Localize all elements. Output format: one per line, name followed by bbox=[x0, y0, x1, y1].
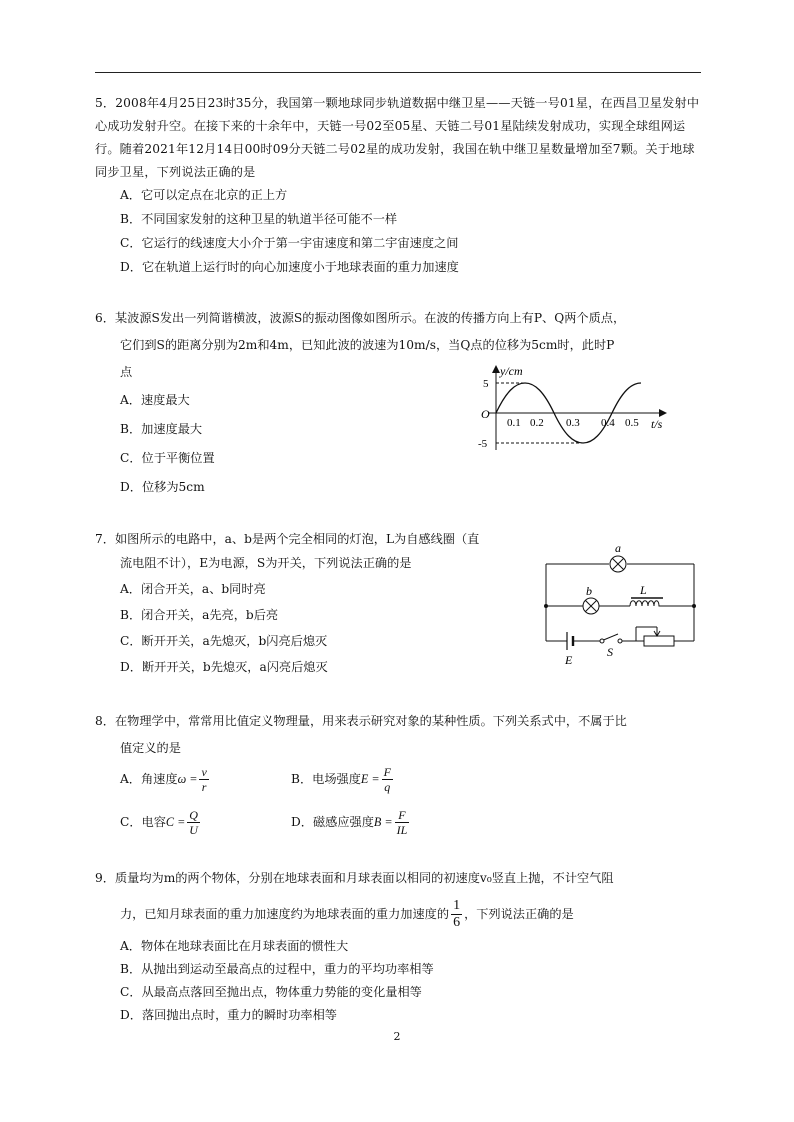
question-8-line1: 8．在物理学中，常常用比值定义物理量，用来表示研究对象的某种性质。下列关系式中，不属于比 bbox=[95, 714, 627, 728]
lamp-b-label: b bbox=[586, 584, 592, 598]
q8-a-numerator: v bbox=[201, 765, 207, 779]
q9-fraction bbox=[451, 898, 462, 931]
q8-c-denominator: U bbox=[189, 823, 198, 837]
battery-icon bbox=[567, 632, 573, 650]
q8-option-d bbox=[291, 808, 411, 837]
q9-option-d: D．落回抛出点时，重力的瞬时功率相等 bbox=[120, 1008, 337, 1022]
q5-option-c: C．它运行的线速度大小介于第一宇宙速度和第二宇宙速度之间 bbox=[120, 236, 459, 250]
q8-option-c bbox=[120, 808, 202, 837]
q8-c-label: C．电容 bbox=[120, 815, 166, 829]
rheostat-icon bbox=[636, 627, 674, 646]
q8-option-a bbox=[120, 765, 211, 794]
question-7-line1: 7．如图所示的电路中，a、b是两个完全相同的灯泡，L为自感线圈（直 bbox=[95, 532, 480, 546]
q9-option-a: A．物体在地球表面比在月球表面的惯性大 bbox=[120, 939, 349, 953]
q8-b-denominator: q bbox=[384, 780, 391, 794]
q8-d-label: D．磁感应强度 bbox=[291, 815, 374, 829]
y-tick-neg5: -5 bbox=[478, 438, 488, 450]
question-7-line2: 流电阻不计），E为电源，S为开关，下列说法正确的是 bbox=[120, 556, 412, 570]
q8-a-denominator: r bbox=[201, 780, 207, 794]
q8-d-numerator: F bbox=[395, 808, 410, 823]
q9-option-b: B．从抛出到运动至最高点的过程中，重力的平均功率相等 bbox=[120, 962, 434, 976]
question-6-line3: 点 bbox=[120, 365, 133, 379]
circuit-diagram bbox=[536, 540, 702, 666]
q8-d-fraction bbox=[395, 808, 410, 837]
header-rule bbox=[95, 72, 701, 73]
question-9-line1: 9．质量均为m的两个物体，分别在地球表面和月球表面以相同的初速度v₀竖直上抛，不计空气阻 bbox=[95, 871, 614, 885]
question-9-line2-b: ，下列说法正确的是 bbox=[464, 907, 574, 921]
q8-b-numerator: F bbox=[383, 765, 391, 779]
q8-a-lhs: ω = bbox=[177, 772, 198, 786]
q7-option-b: B．闭合开关，a先亮，b后亮 bbox=[120, 608, 279, 622]
page-number: 2 bbox=[393, 1030, 401, 1043]
x-tick-0.3: 0.3 bbox=[566, 417, 580, 429]
junction-dot bbox=[692, 604, 696, 608]
vibration-graph bbox=[474, 362, 674, 456]
q6-option-b: B．加速度最大 bbox=[120, 422, 203, 436]
q8-b-label: B．电场强度 bbox=[291, 772, 361, 786]
y-tick-5: 5 bbox=[483, 378, 489, 390]
q8-option-b bbox=[291, 765, 395, 794]
question-6-line2: 它们到S的距离分别为2m和4m，已知此波的波速为10m/s，当Q点的位移为5cm时，此时P bbox=[120, 338, 615, 352]
lamp-a-icon bbox=[610, 556, 626, 572]
q7-option-d: D．断开开关，b先熄灭，a闪亮后熄灭 bbox=[120, 660, 328, 674]
q6-option-c: C．位于平衡位置 bbox=[120, 451, 215, 465]
inductor-icon bbox=[630, 601, 664, 606]
question-6-line1: 6．某波源S发出一列简谐横波，波源S的振动图像如图所示。在波的传播方向上有P、Q两个质点， bbox=[95, 311, 626, 325]
q8-c-fraction bbox=[187, 808, 200, 837]
source-label: E bbox=[565, 653, 573, 666]
q8-b-fraction bbox=[382, 765, 393, 794]
q5-option-d: D．它在轨道上运行时的向心加速度小于地球表面的重力加速度 bbox=[120, 260, 459, 274]
q9-fraction-denominator: 6 bbox=[453, 915, 461, 930]
q9-option-c: C．从最高点落回至抛出点，物体重力势能的变化量相等 bbox=[120, 985, 422, 999]
q8-b-lhs: E = bbox=[360, 772, 380, 786]
q5-option-a: A．它可以定点在北京的正上方 bbox=[120, 188, 288, 202]
q8-d-denominator: IL bbox=[396, 823, 408, 837]
question-9-line2-a: 力，已知月球表面的重力加速度约为地球表面的重力加速度的 bbox=[120, 907, 450, 921]
question-9-line2 bbox=[120, 898, 574, 931]
x-tick-0.4: 0.4 bbox=[601, 417, 615, 429]
q8-a-fraction bbox=[199, 765, 208, 794]
lamp-b-icon bbox=[583, 598, 599, 614]
lamp-a-label: a bbox=[615, 541, 621, 555]
x-tick-0.2: 0.2 bbox=[530, 417, 544, 429]
switch-label: S bbox=[607, 645, 613, 659]
question-8-line2: 值定义的是 bbox=[120, 741, 181, 755]
question-5-stem: 5．2008年4月25日23时35分，我国第一颗地球同步轨道数据中继卫星——天链一号01星，在西昌卫星发射中心成功发射升空。在接下来的十余年中，天链一号02至05星、天链二号01星陆续发射成功，实现全球组网运行。随着2021年12月14日00时09分天链二号02星的成功发射，我国在轨中继卫星数量增加至7颗。关于地球同步卫星，下列说法正确的是 bbox=[95, 96, 700, 179]
q6-option-d: D．位移为5cm bbox=[120, 480, 205, 494]
q9-fraction-numerator: 1 bbox=[453, 898, 461, 913]
question-5 bbox=[95, 92, 701, 184]
q7-option-c: C．断开开关，a先熄灭，b闪亮后熄灭 bbox=[120, 634, 328, 648]
x-tick-0.5: 0.5 bbox=[625, 417, 639, 429]
q8-c-numerator: Q bbox=[189, 808, 198, 822]
switch-icon bbox=[600, 634, 622, 643]
q8-c-lhs: C = bbox=[165, 815, 186, 829]
q6-option-a: A．速度最大 bbox=[120, 393, 190, 407]
y-axis-label: y/cm bbox=[500, 364, 523, 378]
q5-option-b: B．不同国家发射的这种卫星的轨道半径可能不一样 bbox=[120, 212, 398, 226]
q8-a-label: A．角速度 bbox=[120, 772, 178, 786]
x-tick-0.1: 0.1 bbox=[507, 417, 521, 429]
junction-dot bbox=[544, 604, 548, 608]
q7-option-a: A．闭合开关，a、b同时亮 bbox=[120, 582, 266, 596]
origin-label: O bbox=[481, 407, 490, 421]
inductor-label: L bbox=[640, 583, 647, 597]
q8-d-lhs: B = bbox=[373, 815, 393, 829]
x-axis-label: t/s bbox=[651, 417, 663, 431]
